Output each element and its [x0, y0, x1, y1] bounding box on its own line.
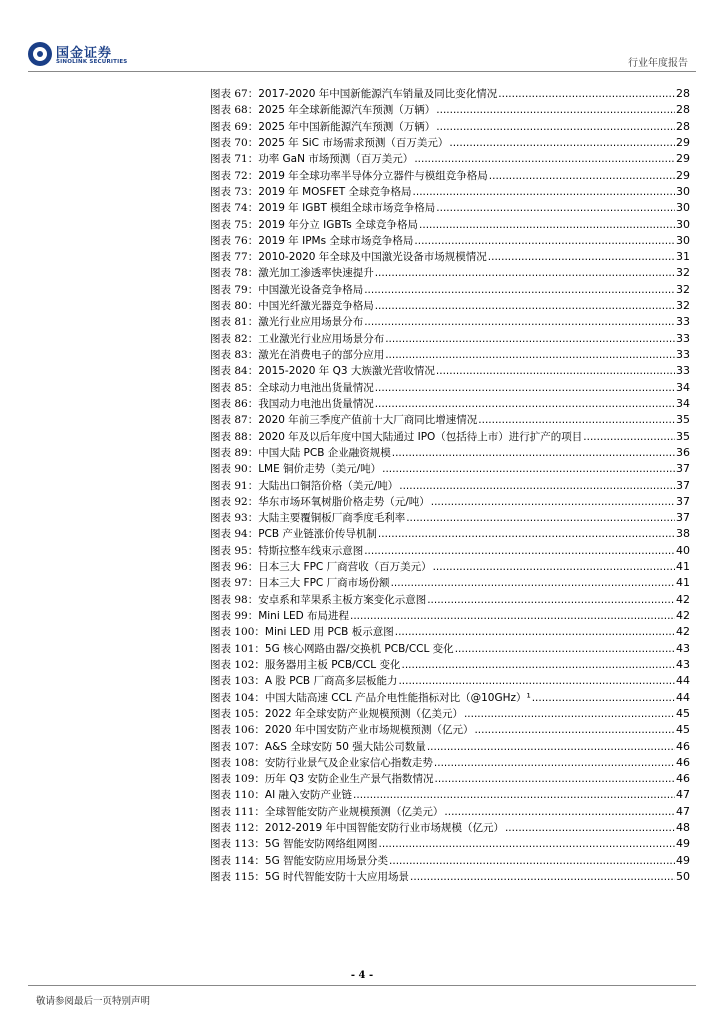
- toc-leader-dots: [498, 86, 675, 102]
- toc-entry-label: 图表 110：: [210, 789, 265, 802]
- toc-entry-page: 43: [676, 657, 690, 671]
- toc-entry[interactable]: [210, 478, 690, 494]
- toc-entry-title: 2020 年中国安防产业市场规模预测（亿元）: [264, 724, 474, 737]
- toc-leader-dots: [375, 265, 675, 281]
- toc-entry-label: 图表 99：: [210, 610, 259, 622]
- toc-entry-title: 中国激光设备竞争格局: [258, 283, 364, 296]
- toc-entry-page: 40: [676, 543, 690, 557]
- toc-entry-label: 图表 105：: [210, 707, 265, 720]
- toc-leader-dots: [406, 510, 675, 526]
- toc-entry-label: 图表 88：: [210, 430, 259, 443]
- page-header: [0, 0, 724, 80]
- toc-entry[interactable]: [210, 429, 690, 445]
- toc-entry-label: 图表 80：: [210, 300, 259, 313]
- toc-entry-label: 图表 91：: [210, 479, 259, 492]
- toc-entry-title: 5G 核心网路由器/交换机 PCB/CCL 变化: [264, 642, 454, 655]
- toc-entry-page: 41: [676, 560, 690, 574]
- toc-entry[interactable]: [210, 314, 690, 330]
- toc-entry-page: 30: [676, 184, 690, 198]
- toc-entry-page: 29: [676, 168, 690, 182]
- toc-entry[interactable]: [210, 380, 690, 396]
- toc-entry-title: 服务器用主板 PCB/CCL 变化: [264, 658, 401, 671]
- toc-entry[interactable]: [210, 200, 690, 216]
- footer-divider: [28, 985, 696, 986]
- toc-entry[interactable]: [210, 608, 690, 624]
- toc-entry-page: 43: [676, 641, 690, 655]
- toc-entry-page: 45: [676, 723, 690, 737]
- toc-entry-label: 图表 112：: [210, 822, 265, 835]
- toc-entry-page: 37: [676, 494, 690, 508]
- toc-leader-dots: [414, 233, 675, 249]
- toc-entry-page: 29: [676, 135, 690, 149]
- toc-entry[interactable]: [210, 787, 690, 803]
- toc-entry-title: 安卓系和苹果系主板方案变化示意图: [258, 593, 427, 606]
- toc-entry[interactable]: [210, 119, 690, 135]
- toc-entry[interactable]: [210, 526, 690, 542]
- toc-leader-dots: [435, 771, 675, 787]
- toc-leader-dots: [464, 706, 675, 722]
- toc-entry-label: 图表 69：: [210, 120, 259, 133]
- report-type: 行业年度报告: [628, 58, 688, 69]
- toc-entry-title: 全球智能安防产业规模预测（亿美元）: [264, 805, 444, 818]
- toc-entry-page: 46: [676, 755, 690, 769]
- toc-leader-dots: [398, 673, 675, 689]
- brand-name-cn: 国金证券: [56, 46, 113, 61]
- toc-entry-label: 图表 82：: [210, 332, 259, 345]
- toc-entry-title: AI 融入安防产业链: [264, 789, 353, 802]
- toc-entry-title: LME 铜价走势（美元/吨）: [258, 463, 382, 476]
- toc-entry-label: 图表 115：: [210, 871, 265, 883]
- toc-entry-label: 图表 93：: [210, 512, 259, 525]
- toc-entry-page: 34: [676, 396, 690, 410]
- toc-entry-label: 图表 74：: [210, 202, 259, 215]
- toc-entry-title: Mini LED 布局进程: [258, 610, 349, 622]
- toc-entry-title: 5G 时代智能安防十大应用场景: [264, 871, 410, 883]
- toc-entry[interactable]: [210, 853, 690, 869]
- toc-entry-label: 图表 101：: [210, 642, 265, 655]
- disclaimer-text: 敬请参阅最后一页特别声明: [36, 996, 151, 1007]
- toc-leader-dots: [444, 804, 675, 820]
- toc-entry-title: 大陆主要覆铜板厂商季度毛利率: [258, 512, 406, 525]
- toc-entry[interactable]: [210, 690, 690, 706]
- toc-entry-label: 图表 73：: [210, 185, 259, 198]
- toc-entry[interactable]: [210, 135, 690, 151]
- toc-entry-title: PCB 产业链涨价传导机制: [258, 528, 377, 541]
- header-divider: [28, 71, 696, 72]
- toc-leader-dots: [434, 755, 675, 771]
- toc-leader-dots: [375, 396, 675, 412]
- toc-entry[interactable]: [210, 445, 690, 461]
- toc-entry[interactable]: [210, 559, 690, 575]
- toc-entry-page: 37: [676, 462, 690, 476]
- toc-entry[interactable]: [210, 706, 690, 722]
- toc-leader-dots: [413, 184, 675, 200]
- toc-entry-page: 32: [676, 299, 690, 313]
- toc-entry-label: 图表 81：: [210, 316, 259, 329]
- toc-entry[interactable]: [210, 494, 690, 510]
- toc-leader-dots: [478, 412, 675, 428]
- toc-leader-dots: [399, 478, 675, 494]
- toc-entry-page: 46: [676, 772, 690, 786]
- brand-name-en: SINOLINK SECURITIES: [56, 59, 128, 65]
- toc-leader-dots: [364, 282, 675, 298]
- toc-entry-page: 41: [676, 576, 690, 590]
- toc-entry-title: 2015-2020 年 Q3 大族激光营收情况: [258, 365, 435, 378]
- toc-entry-label: 图表 85：: [210, 381, 259, 394]
- toc-leader-dots: [350, 608, 675, 624]
- toc-entry-title: 2019 年 MOSFET 全球竞争格局: [258, 185, 412, 198]
- toc-entry-title: 5G 智能安防网络组网图: [264, 838, 378, 851]
- toc-entry-title: 2019 年分立 IGBTs 全球竞争格局: [258, 218, 419, 231]
- toc-entry-page: 42: [676, 592, 690, 606]
- toc-entry-label: 图表 94：: [210, 528, 259, 541]
- toc-leader-dots: [414, 151, 675, 167]
- toc-entry-title: 日本三大 FPC 厂商营收（百万美元）: [258, 561, 432, 574]
- figure-index-list: [210, 86, 690, 885]
- toc-entry[interactable]: [210, 657, 690, 673]
- toc-entry[interactable]: [210, 363, 690, 379]
- toc-leader-dots: [353, 787, 675, 803]
- toc-entry-title: 2020 年前三季度产值前十大厂商同比增速情况: [258, 414, 478, 427]
- toc-entry-page: 28: [676, 119, 690, 133]
- toc-entry-page: 38: [676, 527, 690, 541]
- toc-leader-dots: [489, 168, 675, 184]
- toc-leader-dots: [385, 347, 675, 363]
- toc-entry-page: 33: [676, 364, 690, 378]
- toc-leader-dots: [395, 624, 675, 640]
- toc-entry-title: 2025 年 SiC 市场需求预测（百万美元）: [258, 136, 449, 149]
- toc-leader-dots: [433, 559, 675, 575]
- toc-entry-label: 图表 104：: [210, 691, 265, 704]
- toc-entry-label: 图表 77：: [210, 251, 259, 264]
- toc-entry-label: 图表 86：: [210, 397, 259, 410]
- toc-entry-title: 激光在消费电子的部分应用: [258, 349, 385, 361]
- toc-leader-dots: [427, 592, 675, 608]
- toc-entry-page: 47: [676, 804, 690, 818]
- toc-entry-page: 45: [676, 706, 690, 720]
- toc-entry-title: 特斯拉整车线束示意图: [258, 544, 364, 557]
- toc-leader-dots: [378, 526, 675, 542]
- toc-entry-title: 2019 年全球功率半导体分立器件与模组竞争格局: [258, 169, 488, 182]
- toc-entry-page: 37: [676, 511, 690, 525]
- toc-leader-dots: [392, 445, 675, 461]
- toc-leader-dots: [436, 200, 675, 216]
- toc-entry[interactable]: [210, 771, 690, 787]
- toc-leader-dots: [391, 575, 675, 591]
- toc-entry-page: 44: [676, 674, 690, 688]
- toc-leader-dots: [505, 820, 675, 836]
- toc-entry[interactable]: [210, 233, 690, 249]
- toc-entry-title: 安防行业景气及企业家信心指数走势: [264, 756, 433, 769]
- toc-entry[interactable]: [210, 575, 690, 591]
- toc-entry-label: 图表 75：: [210, 218, 259, 231]
- toc-leader-dots: [379, 836, 675, 852]
- toc-entry-page: 33: [676, 348, 690, 361]
- toc-entry-page: 28: [676, 103, 690, 117]
- toc-entry-page: 49: [676, 837, 690, 851]
- toc-entry-page: 42: [676, 625, 690, 639]
- toc-entry-page: 35: [676, 429, 690, 443]
- toc-entry-page: 50: [676, 870, 690, 883]
- toc-entry[interactable]: [210, 820, 690, 836]
- toc-entry[interactable]: [210, 298, 690, 314]
- toc-entry-label: 图表 103：: [210, 675, 265, 688]
- toc-entry-title: 2010-2020 年全球及中国激光设备市场规模情况: [258, 251, 487, 264]
- toc-entry-page: 46: [676, 739, 690, 753]
- toc-entry-page: 37: [676, 478, 690, 492]
- toc-entry-page: 33: [676, 331, 690, 345]
- toc-entry-label: 图表 76：: [210, 234, 259, 247]
- toc-entry-title: 中国大陆 PCB 企业融资规模: [258, 446, 391, 459]
- page-number: - 4 -: [350, 970, 374, 981]
- toc-entry[interactable]: [210, 624, 690, 640]
- toc-entry-label: 图表 90：: [210, 463, 259, 476]
- toc-entry-label: 图表 67：: [210, 88, 259, 100]
- toc-entry[interactable]: [210, 869, 690, 885]
- toc-entry[interactable]: [210, 543, 690, 559]
- toc-entry[interactable]: [210, 673, 690, 689]
- toc-entry-title: 日本三大 FPC 厂商市场份额: [258, 577, 390, 590]
- toc-entry-title: 中国大陆高速 CCL 产品介电性能指标对比（@10GHz）¹: [264, 691, 531, 704]
- toc-entry-page: 30: [676, 217, 690, 231]
- toc-entry-page: 44: [676, 690, 690, 704]
- toc-entry-label: 图表 79：: [210, 283, 259, 296]
- toc-entry-page: 47: [676, 788, 690, 802]
- toc-entry-label: 图表 109：: [210, 773, 265, 786]
- toc-entry-label: 图表 96：: [210, 561, 259, 574]
- toc-entry-title: 2019 年 IPMs 全球市场竞争格局: [258, 234, 414, 247]
- toc-entry[interactable]: [210, 641, 690, 657]
- toc-leader-dots: [382, 461, 675, 477]
- toc-entry-title: 华东市场环氧树脂价格走势（元/吨）: [258, 495, 430, 508]
- toc-entry-page: 31: [676, 250, 690, 264]
- toc-entry-label: 图表 108：: [210, 756, 265, 769]
- toc-leader-dots: [427, 739, 675, 755]
- toc-entry[interactable]: [210, 184, 690, 200]
- toc-leader-dots: [401, 657, 675, 673]
- toc-entry[interactable]: [210, 836, 690, 852]
- toc-entry-page: 48: [676, 821, 690, 835]
- toc-entry-title: 5G 智能安防应用场景分类: [264, 854, 389, 867]
- toc-entry-page: 29: [676, 152, 690, 166]
- toc-entry-title: 2025 年中国新能源汽车预测（万辆）: [258, 120, 436, 133]
- toc-entry-page: 36: [676, 445, 690, 459]
- toc-entry-label: 图表 83：: [210, 349, 259, 361]
- toc-leader-dots: [436, 102, 675, 118]
- toc-entry-title: 激光行业应用场景分布: [258, 316, 364, 329]
- toc-entry-label: 图表 98：: [210, 593, 259, 606]
- toc-leader-dots: [364, 314, 675, 330]
- toc-leader-dots: [583, 429, 675, 445]
- toc-leader-dots: [455, 641, 675, 657]
- toc-leader-dots: [375, 380, 675, 396]
- toc-entry-page: 32: [676, 266, 690, 280]
- toc-entry-label: 图表 113：: [210, 838, 265, 851]
- toc-entry-label: 图表 78：: [210, 267, 259, 280]
- toc-entry[interactable]: [210, 102, 690, 118]
- toc-entry-title: 2020 年及以后年度中国大陆通过 IPO（包括待上市）进行扩产的项目: [258, 430, 583, 443]
- toc-entry[interactable]: [210, 86, 690, 102]
- toc-leader-dots: [431, 494, 675, 510]
- toc-entry-label: 图表 102：: [210, 658, 265, 671]
- toc-entry-title: 2017-2020 年中国新能源汽车销量及同比变化情况: [258, 88, 498, 100]
- brand-logo: [28, 42, 138, 70]
- toc-entry-label: 图表 111：: [210, 805, 265, 818]
- toc-entry-label: 图表 70：: [210, 136, 259, 149]
- toc-entry-page: 30: [676, 201, 690, 215]
- toc-entry-title: 大陆出口铜箔价格（美元/吨）: [258, 479, 399, 492]
- toc-entry-label: 图表 89：: [210, 446, 259, 459]
- toc-entry[interactable]: [210, 396, 690, 412]
- toc-entry[interactable]: [210, 510, 690, 526]
- toc-entry-title: A&S 全球安防 50 强大陆公司数量: [264, 740, 426, 753]
- toc-entry-title: A 股 PCB 厂商高多层板能力: [264, 675, 398, 688]
- toc-leader-dots: [385, 331, 675, 347]
- toc-entry[interactable]: [210, 217, 690, 233]
- toc-leader-dots: [410, 869, 675, 885]
- toc-leader-dots: [436, 363, 675, 379]
- toc-entry[interactable]: [210, 755, 690, 771]
- toc-entry-label: 图表 84：: [210, 365, 259, 378]
- toc-entry[interactable]: [210, 168, 690, 184]
- toc-entry-label: 图表 100：: [210, 626, 265, 639]
- toc-leader-dots: [488, 249, 675, 265]
- toc-entry[interactable]: [210, 722, 690, 738]
- toc-entry-label: 图表 72：: [210, 169, 259, 182]
- toc-entry-title: 中国光纤激光器竞争格局: [258, 300, 374, 313]
- toc-entry-label: 图表 97：: [210, 577, 259, 590]
- toc-leader-dots: [532, 690, 675, 706]
- toc-entry-label: 图表 106：: [210, 724, 265, 737]
- toc-leader-dots: [474, 722, 675, 738]
- toc-entry[interactable]: [210, 461, 690, 477]
- toc-entry-page: 30: [676, 233, 690, 247]
- toc-entry-label: 图表 95：: [210, 544, 259, 557]
- toc-entry-page: 33: [676, 315, 690, 329]
- toc-entry-title: 全球动力电池出货量情况: [258, 381, 374, 394]
- toc-entry-page: 34: [676, 380, 690, 394]
- toc-entry-title: Mini LED 用 PCB 板示意图: [264, 626, 394, 639]
- toc-entry[interactable]: [210, 282, 690, 298]
- toc-leader-dots: [436, 119, 675, 135]
- toc-entry-title: 我国动力电池出货量情况: [258, 397, 374, 410]
- toc-entry-page: 42: [676, 609, 690, 622]
- toc-entry-title: 2022 年全球安防产业规模预测（亿美元）: [264, 707, 463, 720]
- toc-entry-page: 35: [676, 413, 690, 427]
- toc-entry[interactable]: [210, 331, 690, 347]
- toc-entry-title: 2012-2019 年中国智能安防行业市场规模（亿元）: [264, 822, 504, 835]
- toc-entry[interactable]: [210, 739, 690, 755]
- toc-entry[interactable]: [210, 151, 690, 167]
- toc-entry-title: 2025 年全球新能源汽车预测（万辆）: [258, 104, 436, 117]
- toc-entry-page: 28: [676, 87, 690, 100]
- toc-entry[interactable]: [210, 347, 690, 363]
- toc-entry-label: 图表 68：: [210, 104, 259, 117]
- toc-entry[interactable]: [210, 804, 690, 820]
- brand-logo-icon: [28, 42, 52, 66]
- toc-entry[interactable]: [210, 265, 690, 281]
- toc-entry-title: 激光加工渗透率快速提升: [258, 267, 374, 280]
- toc-entry-label: 图表 107：: [210, 740, 265, 753]
- toc-entry-page: 32: [676, 282, 690, 296]
- toc-leader-dots: [449, 135, 675, 151]
- toc-leader-dots: [364, 543, 675, 559]
- toc-entry-title: 工业激光行业应用场景分布: [258, 332, 385, 345]
- toc-leader-dots: [419, 217, 675, 233]
- toc-entry-label: 图表 92：: [210, 495, 259, 508]
- toc-entry-title: 历年 Q3 安防企业生产景气指数情况: [264, 773, 434, 786]
- toc-entry-label: 图表 87：: [210, 414, 259, 427]
- toc-entry[interactable]: [210, 412, 690, 428]
- toc-leader-dots: [375, 298, 675, 314]
- toc-entry-title: 功率 GaN 市场预测（百万美元）: [258, 153, 414, 166]
- toc-entry-label: 图表 71：: [210, 153, 259, 166]
- toc-entry[interactable]: [210, 592, 690, 608]
- toc-entry-page: 49: [676, 853, 690, 867]
- toc-entry-title: 2019 年 IGBT 模组全球市场竞争格局: [258, 202, 436, 215]
- toc-entry[interactable]: [210, 249, 690, 265]
- toc-entry-label: 图表 114：: [210, 854, 265, 867]
- toc-leader-dots: [389, 853, 675, 869]
